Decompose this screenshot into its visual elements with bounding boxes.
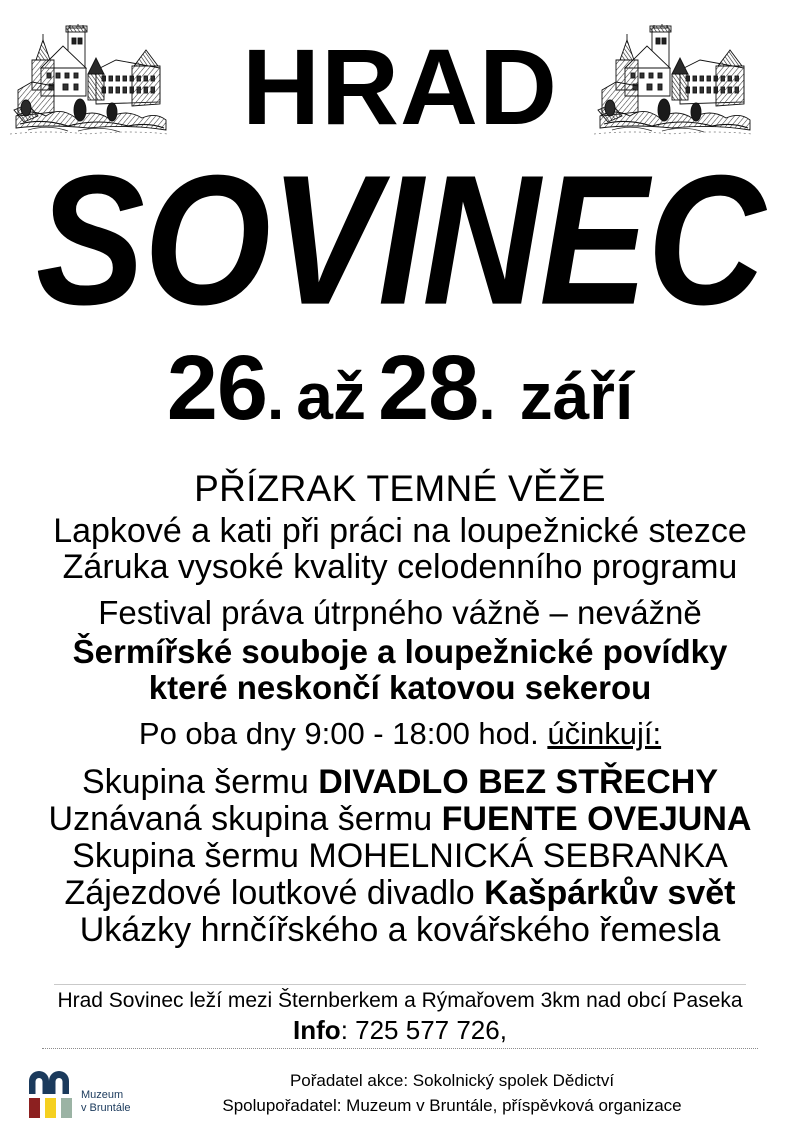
- logo-text-line2: v Bruntále: [81, 1102, 131, 1114]
- logo-bar-green: [61, 1098, 72, 1118]
- logo-text-line1: Muzeum: [81, 1089, 124, 1101]
- program-line-5: Šermířské souboje a loupežnické povídky: [72, 633, 728, 670]
- logo-bar-red: [29, 1098, 40, 1118]
- program-line-1: PŘÍZRAK TEMNÉ VĚŽE: [194, 468, 606, 509]
- performer-line-5: Ukázky hrnčířského a kovářského řemesla: [79, 911, 721, 949]
- date-dot-2: .: [478, 364, 496, 433]
- coorganizer-line: Spolupořadatel: Muzeum v Bruntále, příspěvková organizace: [222, 1095, 682, 1115]
- date-month: září: [519, 359, 634, 433]
- date-connector: až: [296, 359, 366, 433]
- divider-solid: [54, 984, 746, 985]
- program-hours-text: Po oba dny 9:00 - 18:00 hod.: [138, 716, 548, 751]
- organizer-info: [172, 1069, 732, 1118]
- performer-line-3: Skupina šermu MOHELNICKÁ SEBRANKA: [72, 837, 728, 875]
- performer-line-4: [0, 876, 800, 910]
- program-hours-line: [0, 718, 800, 749]
- performer-2-name: FUENTE OVEJUNA: [441, 800, 752, 838]
- event-date: [0, 337, 800, 439]
- info-label: Info: [293, 1015, 341, 1046]
- page-title-hrad: HRAD: [242, 26, 558, 147]
- performer-4-prefix: Zájezdové loutkové divadlo: [64, 874, 485, 912]
- venue-info: [0, 988, 800, 1048]
- program-line-2: Lapkové a kati při práci na loupežnické stezce: [53, 512, 747, 550]
- organizer-line: Pořadatel akce: Sokolnický spolek Dědictví: [289, 1071, 615, 1090]
- program-line-3: Záruka vysoké kvality celodenního programu: [62, 548, 738, 586]
- contact-phone: 725 577 726,: [355, 1015, 507, 1046]
- performer-line-2: [0, 802, 800, 836]
- poster-header: [0, 0, 800, 150]
- page-title-sovinec: SOVINEC: [35, 136, 765, 343]
- date-day-from: 26: [166, 337, 268, 439]
- performers-label: účinkují:: [547, 716, 662, 751]
- poster-footer: [0, 1056, 800, 1131]
- venue-location: Hrad Sovinec leží mezi Šternberkem a Rýmařovem 3km nad obcí Paseka: [57, 989, 743, 1012]
- date-day-to: 28: [377, 337, 479, 439]
- performer-line-1: [0, 765, 800, 799]
- performer-1-prefix: Skupina šermu: [81, 763, 319, 801]
- performer-4-name: Kašpárkův svět: [484, 874, 736, 912]
- contact-line: [0, 1013, 800, 1048]
- program-line-4: Festival práva útrpného vážně – nevážně: [98, 594, 702, 631]
- program-line-6: které neskončí katovou sekerou: [148, 669, 652, 706]
- divider-dotted: [42, 1048, 758, 1049]
- program-description: [0, 470, 800, 947]
- logo-bar-yellow: [45, 1098, 56, 1118]
- performer-2-prefix: Uznávaná skupina šermu: [48, 800, 442, 838]
- date-dot-1: .: [267, 364, 285, 433]
- info-separator: :: [340, 1015, 356, 1046]
- muzeum-v-bruntale-logo: [26, 1068, 148, 1120]
- performer-1-name: DIVADLO BEZ STŘECHY: [318, 763, 719, 801]
